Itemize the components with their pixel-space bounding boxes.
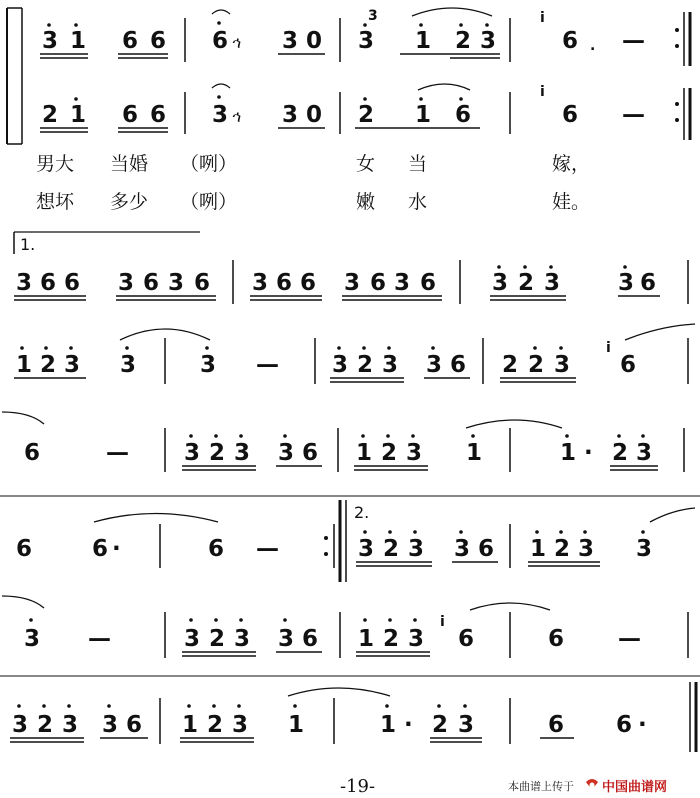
lyric-word: 女 [356,153,376,175]
first-ending-label: 1. [20,235,36,254]
svg-text:3: 3 [618,270,635,296]
svg-text:6: 6 [548,712,565,738]
svg-text:—: — [256,352,279,378]
lyric-word: 嫩 [356,191,376,213]
svg-text:·: · [404,712,413,738]
svg-text:6: 6 [40,270,57,296]
svg-text:1: 1 [560,440,577,466]
row-4-notes [16,340,636,378]
svg-text:—: — [622,28,645,54]
svg-text:2: 2 [455,28,472,54]
svg-text:3: 3 [636,536,653,562]
lyric-word: 水 [408,191,428,213]
svg-text:3: 3 [344,270,361,296]
svg-text:3: 3 [282,102,299,128]
svg-text:6: 6 [122,102,139,128]
svg-text:1: 1 [415,28,432,54]
svg-text:1: 1 [356,440,373,466]
second-ending-label: 2. [354,503,370,522]
row-8-notes [12,712,647,738]
svg-text:2: 2 [612,440,629,466]
svg-text:3: 3 [554,352,571,378]
svg-text:6: 6 [302,626,319,652]
svg-text:i: i [440,614,445,630]
lyric-word: （咧） [180,153,238,175]
svg-text:6: 6 [122,28,139,54]
svg-text:2: 2 [383,536,400,562]
svg-text:3: 3 [200,352,217,378]
lyric-word: 男大 [36,153,75,175]
lyric-word: 多少 [110,191,149,213]
row-4-dots [20,346,563,350]
svg-text:3: 3 [12,712,29,738]
system-1-notes [42,8,645,128]
svg-text:2: 2 [381,440,398,466]
svg-text:·: · [584,440,593,466]
svg-text:3: 3 [426,352,443,378]
svg-text:ኅ: ኅ [232,33,242,52]
row-4 [14,324,695,384]
svg-text:3: 3 [454,536,471,562]
svg-text:2: 2 [358,102,375,128]
svg-text:1: 1 [70,102,87,128]
svg-text:0: 0 [306,28,323,54]
svg-text:3: 3 [406,440,423,466]
svg-text:1: 1 [182,712,199,738]
lyric-word: 当 [408,153,428,175]
row-5 [0,412,700,496]
svg-text:3: 3 [118,270,135,296]
svg-text:3: 3 [278,440,295,466]
page-number: -19- [340,776,376,797]
lyric-word: 娃。 [552,191,591,213]
svg-text:6: 6 [420,270,437,296]
svg-text:2: 2 [518,270,535,296]
svg-text:6: 6 [562,28,579,54]
row-8-dots [17,704,467,708]
svg-text:6: 6 [548,626,565,652]
first-ending [14,232,200,254]
svg-text:3: 3 [168,270,185,296]
svg-text:6: 6 [450,352,467,378]
svg-text:3: 3 [544,270,561,296]
watermark-site: 中国曲谱网 [602,780,668,795]
svg-text:3: 3 [16,270,33,296]
svg-text:3: 3 [62,712,79,738]
svg-text:3: 3 [408,626,425,652]
svg-text:2: 2 [40,352,57,378]
svg-text:3: 3 [234,626,251,652]
svg-text:3: 3 [282,28,299,54]
svg-text:2: 2 [383,626,400,652]
row-3-dots [497,265,627,269]
svg-text:.: . [590,38,596,54]
svg-text:2: 2 [432,712,449,738]
svg-text:6: 6 [620,352,637,378]
svg-text:6: 6 [562,102,579,128]
svg-text:i: i [540,84,545,100]
svg-text:6: 6 [212,28,229,54]
svg-text:3: 3 [382,352,399,378]
svg-text:1: 1 [70,28,87,54]
svg-text:3: 3 [252,270,269,296]
svg-text:1: 1 [466,440,483,466]
svg-text:—: — [622,102,645,128]
svg-text:1: 1 [380,712,397,738]
svg-text:6: 6 [640,270,657,296]
svg-text:1: 1 [358,626,375,652]
svg-text:3: 3 [278,626,295,652]
svg-text:i: i [540,10,545,26]
lyrics [36,153,590,213]
svg-text:6: 6 [143,270,160,296]
row-7-dots [29,618,417,622]
svg-text:3: 3 [358,28,375,54]
svg-text:2: 2 [207,712,224,738]
svg-text:3: 3 [636,440,653,466]
svg-text:3: 3 [184,440,201,466]
svg-text:6: 6 [126,712,143,738]
svg-text:1: 1 [530,536,547,562]
svg-text:—: — [618,626,641,652]
svg-text:6: 6 [616,712,633,738]
svg-text:6: 6 [150,28,167,54]
svg-text:2: 2 [502,352,519,378]
svg-text:3: 3 [394,270,411,296]
svg-text:3: 3 [212,102,229,128]
svg-text:3: 3 [102,712,119,738]
svg-text:3: 3 [480,28,497,54]
svg-text:3: 3 [64,352,81,378]
svg-text:3: 3 [358,536,375,562]
svg-text:3: 3 [24,626,41,652]
svg-text:2: 2 [209,626,226,652]
svg-text:6: 6 [194,270,211,296]
svg-text:3: 3 [120,352,137,378]
svg-text:6: 6 [478,536,495,562]
svg-text:6: 6 [370,270,387,296]
svg-text:1: 1 [288,712,305,738]
svg-text:3: 3 [578,536,595,562]
svg-text:3: 3 [42,28,59,54]
svg-text:6: 6 [16,536,33,562]
row-3-notes [16,270,656,296]
svg-text:6: 6 [150,102,167,128]
svg-text:6: 6 [208,536,225,562]
row-7-notes [24,614,641,652]
svg-text:2: 2 [528,352,545,378]
svg-text:0: 0 [306,102,323,128]
svg-text:6: 6 [455,102,472,128]
svg-text:3: 3 [368,8,378,24]
svg-text:3: 3 [234,440,251,466]
row-5-dots [189,434,645,438]
svg-text:2: 2 [37,712,54,738]
svg-text:2: 2 [357,352,374,378]
svg-text:6: 6 [92,536,109,562]
svg-text:6: 6 [302,440,319,466]
lyric-word: 想坏 [36,191,75,213]
svg-text:2: 2 [209,440,226,466]
svg-text:6: 6 [64,270,81,296]
svg-text:6: 6 [300,270,317,296]
lyric-word: （咧） [180,191,238,213]
svg-text:i: i [606,340,611,356]
svg-text:—: — [88,626,111,652]
svg-text:—: — [256,536,279,562]
svg-text:2: 2 [554,536,571,562]
svg-text:6: 6 [458,626,475,652]
system-1 [7,8,690,144]
svg-text:3: 3 [232,712,249,738]
watermark-logo-icon [586,779,598,788]
watermark-text: 本曲谱上传于 [508,780,574,793]
svg-text:3: 3 [458,712,475,738]
svg-text:·: · [638,712,647,738]
svg-text:3: 3 [332,352,349,378]
svg-text:—: — [106,440,129,466]
lyric-word: 嫁， [552,153,591,175]
svg-text:1: 1 [415,102,432,128]
svg-text:6: 6 [24,440,41,466]
svg-text:1: 1 [16,352,33,378]
svg-text:·: · [112,536,121,562]
lyric-word: 当婚 [110,153,149,175]
svg-text:2: 2 [42,102,59,128]
svg-text:3: 3 [184,626,201,652]
svg-text:6: 6 [276,270,293,296]
svg-text:3: 3 [408,536,425,562]
svg-text:ኅ: ኅ [232,107,242,126]
svg-text:3: 3 [492,270,509,296]
